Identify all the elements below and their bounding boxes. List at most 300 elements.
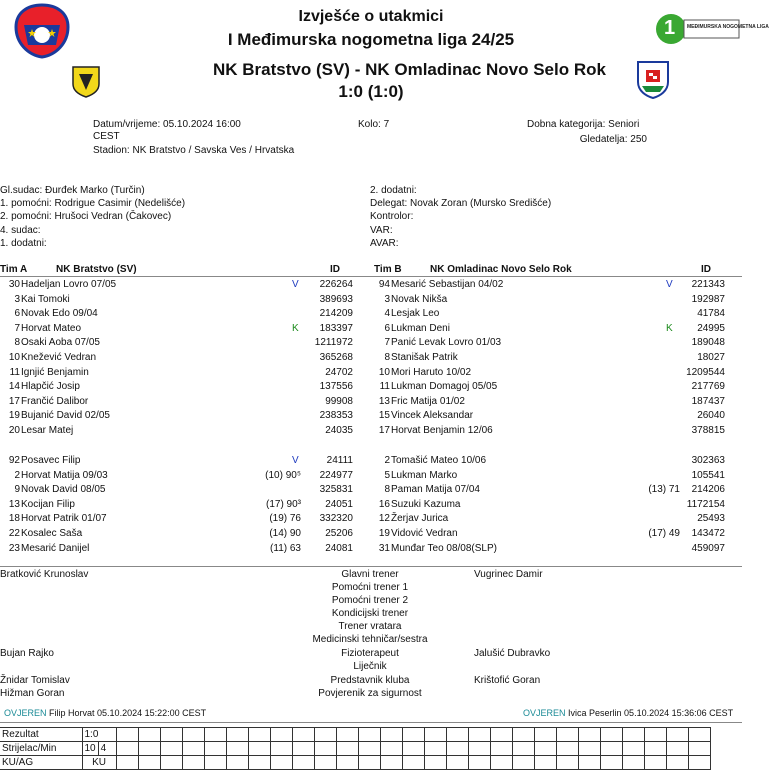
player-id: 24081	[325, 542, 353, 554]
staff-divider	[0, 566, 742, 567]
results-empty-cell	[534, 728, 556, 742]
player-name: Mori Haruto 10/02	[391, 366, 472, 378]
player-name: Lesjak Leo	[391, 308, 440, 320]
player-name: Kocijan Filip	[21, 498, 75, 510]
results-empty-cell	[160, 756, 182, 770]
match-datetime: Datum/vrijeme: 05.10.2024 16:00	[93, 119, 241, 130]
player-id: 187437	[691, 395, 725, 407]
player-sub: (17) 49	[648, 528, 680, 539]
report-title: Izvješće o utakmici	[298, 8, 444, 25]
staff-a-head-coach: Bratković Krunoslav	[0, 569, 89, 580]
team-home: NK Bratstvo (SV)	[213, 60, 350, 79]
team-a-name: NK Bratstvo (SV)	[56, 264, 137, 275]
official-additional-2: 2. dodatni:	[370, 185, 417, 196]
player-row	[370, 293, 740, 307]
player-name: Mesarić Sebastijan 04/02	[391, 279, 504, 290]
player-number: 20	[8, 425, 20, 436]
results-empty-cell	[182, 728, 204, 742]
player-number: 6	[384, 322, 390, 334]
results-row-ku	[0, 756, 710, 770]
results-empty-cell	[534, 742, 556, 756]
results-empty-cell	[512, 728, 534, 742]
league-title: I Međimurska nogometna liga 24/25	[227, 30, 515, 49]
player-row	[370, 469, 740, 483]
results-empty-cell	[688, 728, 710, 742]
player-number: 2	[384, 455, 390, 466]
verified-away-label: OVJEREN	[523, 708, 566, 718]
results-empty-cell	[314, 756, 336, 770]
results-empty-cell	[512, 742, 534, 756]
results-empty-cell	[622, 756, 644, 770]
player-id: 99908	[325, 395, 353, 407]
results-empty-cell	[490, 756, 512, 770]
results-empty-cell	[248, 742, 270, 756]
player-sub: (13) 71	[648, 484, 680, 496]
player-sub: (17) 90³	[265, 498, 301, 510]
team-b-name: NK Omladinac Novo Selo Rok	[430, 264, 572, 275]
results-empty-cell	[314, 742, 336, 756]
results-empty-cell	[116, 742, 138, 756]
results-empty-cell	[556, 756, 578, 770]
team-header-divider	[0, 276, 742, 277]
results-empty-cell	[578, 742, 600, 756]
player-row	[370, 278, 740, 292]
results-divider	[0, 722, 742, 723]
verified-away-text: Ivica Peserlin 05.10.2024 15:36:06 CEST	[568, 708, 734, 718]
player-id: 25493	[697, 513, 725, 525]
player-row	[370, 366, 740, 380]
results-empty-cell	[270, 728, 292, 742]
player-row	[0, 380, 370, 394]
player-number: 4	[384, 308, 390, 320]
player-id: 302363	[691, 455, 725, 466]
player-name: Knežević Vedran	[21, 352, 97, 363]
staff-role-label: Fizioterapeut	[341, 648, 399, 659]
results-empty-cell	[138, 742, 160, 756]
results-empty-cell	[138, 728, 160, 742]
match-timezone: CEST	[93, 131, 120, 142]
results-empty-cell	[688, 756, 710, 770]
results-empty-cell	[182, 756, 204, 770]
player-number: 7	[384, 337, 390, 349]
player-id: 214206	[691, 484, 725, 496]
scorer-minute: 4	[98, 742, 116, 756]
player-id: 1209544	[686, 366, 725, 378]
player-id: 332320	[319, 513, 353, 525]
player-number: 10	[8, 352, 20, 363]
player-name: Vincek Aleksandar	[391, 410, 474, 422]
results-empty-cell	[314, 728, 336, 742]
results-empty-cell	[468, 728, 490, 742]
player-name: Kai Tomoki	[21, 293, 70, 305]
player-row	[0, 409, 370, 423]
mnl-logo-number: 1	[664, 17, 676, 39]
player-name: Paman Matija 07/04	[391, 484, 480, 496]
official-referee: Gl.sudac: Đurđek Marko (Turčin)	[0, 185, 145, 196]
mnl-logo-text: MEĐIMURSKA NOGOMETNA LIGA	[687, 24, 769, 30]
official-additional-1: 1. dodatni:	[0, 238, 47, 249]
results-empty-cell	[556, 742, 578, 756]
player-number: 3	[14, 293, 20, 305]
player-row	[0, 498, 370, 512]
player-id: 217769	[691, 381, 725, 393]
player-id: 325831	[319, 484, 353, 496]
results-empty-cell	[336, 756, 358, 770]
results-empty-cell	[116, 756, 138, 770]
results-empty-cell	[666, 742, 688, 756]
staff-role-label: Liječnik	[353, 661, 387, 672]
team-b-id-header: ID	[701, 264, 711, 275]
player-number: 12	[378, 513, 390, 525]
results-empty-cell	[292, 742, 314, 756]
player-row	[370, 542, 740, 556]
player-number: 6	[14, 308, 20, 320]
results-empty-cell	[512, 756, 534, 770]
player-id: 221343	[691, 279, 725, 290]
player-id: 378815	[691, 425, 725, 436]
official-controller: Kontrolor:	[370, 211, 414, 222]
results-empty-cell	[380, 756, 402, 770]
scorer-label: Strijelac/Min	[0, 742, 82, 756]
player-name: Horvat Patrik 01/07	[21, 513, 107, 525]
staff-a-security: Hižman Goran	[0, 688, 65, 699]
player-id: 137556	[319, 381, 353, 393]
results-empty-cell	[160, 728, 182, 742]
player-number: 17	[378, 425, 390, 436]
results-table	[0, 727, 711, 770]
results-empty-cell	[270, 756, 292, 770]
results-empty-cell	[248, 728, 270, 742]
results-empty-cell	[578, 728, 600, 742]
results-empty-cell	[226, 742, 248, 756]
player-row	[370, 322, 740, 336]
player-id: 18027	[697, 352, 725, 363]
player-mark: K	[292, 322, 299, 334]
match-category: Dobna kategorija: Seniori	[527, 119, 640, 130]
player-sub: (10) 90⁵	[265, 469, 301, 481]
player-mark: V	[292, 279, 299, 290]
results-empty-cell	[226, 728, 248, 742]
player-sub: (11) 63	[270, 542, 301, 554]
player-row	[0, 512, 370, 526]
results-empty-cell	[336, 742, 358, 756]
staff-b-representative: Krištofić Goran	[474, 675, 541, 686]
verified-home-label: OVJEREN	[4, 708, 47, 718]
results-empty-cell	[446, 756, 468, 770]
staff-role-label: Pomoćni trener 1	[331, 582, 409, 593]
results-empty-cell	[380, 728, 402, 742]
results-row-score	[0, 728, 710, 742]
player-row	[0, 454, 370, 468]
results-empty-cell	[600, 742, 622, 756]
player-number: 8	[384, 484, 390, 496]
player-number: 10	[378, 366, 390, 378]
staff-a-representative: Žnidar Tomislav	[0, 675, 70, 686]
player-name: Žerjav Jurica	[391, 513, 449, 525]
match-teams	[213, 60, 606, 80]
player-row	[0, 483, 370, 497]
player-id: 24035	[325, 425, 353, 436]
player-number: 22	[8, 528, 20, 539]
player-name: Kosalec Saša	[21, 528, 83, 539]
team-separator: -	[349, 60, 366, 79]
match-attendance: Gledatelja: 250	[579, 134, 647, 145]
player-number: 11	[379, 381, 390, 393]
player-id: 24051	[325, 498, 353, 510]
ku-label: KU/AG	[0, 756, 82, 770]
player-number: 2	[14, 469, 20, 481]
player-row	[370, 498, 740, 512]
results-empty-cell	[446, 728, 468, 742]
official-var: VAR:	[370, 225, 393, 236]
results-empty-cell	[204, 756, 226, 770]
player-number: 3	[384, 293, 390, 305]
player-id: 1211972	[314, 337, 353, 349]
player-number: 23	[8, 542, 20, 554]
staff-role-label: Pomoćni trener 2	[331, 595, 409, 606]
player-id: 1172154	[686, 498, 725, 510]
player-sub: (19) 76	[269, 513, 301, 525]
player-id: 24702	[325, 366, 353, 378]
player-name: Panić Levak Lovro 01/03	[391, 337, 502, 349]
results-empty-cell	[116, 728, 138, 742]
player-mark: K	[666, 322, 673, 334]
results-empty-cell	[600, 728, 622, 742]
match-round: Kolo: 7	[358, 119, 390, 130]
results-empty-cell	[666, 728, 688, 742]
player-number: 92	[8, 455, 20, 466]
player-name: Horvat Mateo	[21, 322, 82, 334]
player-row	[0, 278, 370, 292]
results-empty-cell	[666, 756, 688, 770]
player-id: 183397	[319, 322, 353, 334]
results-empty-cell	[292, 756, 314, 770]
player-row	[370, 336, 740, 350]
player-id: 26040	[697, 410, 725, 422]
results-empty-cell	[292, 728, 314, 742]
player-id: 365268	[319, 352, 353, 363]
player-row	[370, 483, 740, 497]
results-empty-cell	[402, 728, 424, 742]
staff-b-physio: Jalušić Dubravko	[474, 648, 551, 659]
results-empty-cell	[534, 756, 556, 770]
results-empty-cell	[270, 742, 292, 756]
results-empty-cell	[644, 728, 666, 742]
results-empty-cell	[622, 728, 644, 742]
player-number: 15	[378, 410, 390, 422]
player-row	[0, 469, 370, 483]
verified-home	[4, 708, 206, 718]
player-name: Suzuki Kazuma	[391, 498, 461, 510]
player-row	[370, 395, 740, 409]
player-id: 389693	[319, 293, 353, 305]
results-empty-cell	[336, 728, 358, 742]
results-empty-cell	[446, 742, 468, 756]
staff-role-label: Povjerenik za sigurnost	[318, 688, 422, 699]
staff-role-label: Predstavnik kluba	[330, 675, 410, 686]
team-b-label: Tim B	[374, 264, 402, 275]
player-id: 238353	[319, 410, 353, 422]
player-name: Stanišak Patrik	[391, 352, 458, 363]
player-row	[0, 366, 370, 380]
verified-home-text: Filip Horvat 05.10.2024 15:22:00 CEST	[49, 708, 207, 718]
player-name: Frančić Dalibor	[21, 395, 89, 407]
player-name: Bujanić David 02/05	[21, 410, 110, 422]
results-empty-cell	[402, 756, 424, 770]
player-id: 189048	[691, 337, 725, 349]
player-number: 19	[378, 528, 390, 539]
player-name: Hadeljan Lovro 07/05	[21, 279, 117, 290]
match-stadium: Stadion: NK Bratstvo / Savska Ves / Hrvatska	[93, 145, 295, 156]
staff-b-head-coach: Vugrinec Damir	[474, 569, 543, 580]
player-name: Posavec Filip	[21, 455, 81, 466]
player-number: 19	[8, 410, 20, 422]
team-a-label: Tim A	[0, 264, 28, 275]
player-row	[370, 380, 740, 394]
player-number: 30	[8, 279, 20, 290]
player-row	[0, 336, 370, 350]
match-score: 1:0 (1:0)	[338, 82, 404, 101]
results-empty-cell	[204, 728, 226, 742]
result-value: 1:0	[82, 728, 116, 742]
player-number: 94	[378, 279, 390, 290]
player-id: 24111	[326, 455, 353, 466]
player-row	[370, 351, 740, 365]
staff-role-label: Kondicijski trener	[331, 608, 409, 619]
scorer-number: 10	[82, 742, 98, 756]
player-number: 11	[9, 366, 20, 378]
player-row	[0, 293, 370, 307]
player-id: 41784	[697, 308, 725, 320]
staff-role-label: Glavni trener	[341, 569, 399, 580]
results-empty-cell	[402, 742, 424, 756]
staff-role-label: Trener vratara	[338, 621, 402, 632]
player-id: 459097	[691, 542, 725, 554]
player-name: Fric Matija 01/02	[391, 395, 465, 407]
results-empty-cell	[644, 756, 666, 770]
player-number: 8	[14, 337, 20, 349]
official-assistant-1: 1. pomoćni: Rodrigue Casimir (Nedelišće)	[0, 198, 186, 209]
player-number: 18	[8, 513, 20, 525]
player-name: Hlapčić Josip	[21, 381, 80, 393]
result-label: Rezultat	[0, 728, 82, 742]
results-empty-cell	[424, 756, 446, 770]
results-empty-cell	[358, 728, 380, 742]
player-number: 5	[384, 469, 390, 481]
player-id: 25206	[325, 528, 353, 539]
results-empty-cell	[556, 728, 578, 742]
player-name: Vidović Vedran	[391, 528, 458, 539]
player-name: Tomašić Mateo 10/06	[391, 455, 487, 466]
player-id: 105541	[691, 469, 725, 481]
results-empty-cell	[468, 742, 490, 756]
player-row	[0, 322, 370, 336]
player-number: 8	[384, 352, 390, 363]
player-row	[370, 512, 740, 526]
player-row	[370, 409, 740, 423]
staff-role-label: Medicinski tehničar/sestra	[312, 634, 428, 645]
player-name: Novak Nikša	[391, 293, 448, 305]
official-delegate: Delegat: Novak Zoran (Mursko Središće)	[370, 198, 552, 209]
results-empty-cell	[204, 742, 226, 756]
player-id: 214209	[319, 308, 353, 320]
player-name: Horvat Matija 09/03	[21, 469, 108, 481]
player-number: 9	[14, 484, 20, 496]
team-away: NK Omladinac Novo Selo Rok	[365, 60, 606, 79]
player-id: 192987	[691, 293, 725, 305]
results-empty-cell	[688, 742, 710, 756]
player-row	[0, 424, 370, 438]
player-row	[0, 351, 370, 365]
player-name: Mesarić Danijel	[21, 542, 90, 554]
player-number: 13	[378, 395, 390, 407]
results-empty-cell	[248, 756, 270, 770]
results-empty-cell	[600, 756, 622, 770]
player-row	[0, 527, 370, 541]
player-number: 31	[378, 542, 390, 554]
player-row	[370, 454, 740, 468]
results-empty-cell	[138, 756, 160, 770]
player-name: Novak David 08/05	[21, 484, 106, 496]
results-empty-cell	[578, 756, 600, 770]
player-row	[0, 395, 370, 409]
player-id: 226264	[319, 279, 353, 290]
results-row-scorer	[0, 742, 710, 756]
official-fourth: 4. sudac:	[0, 225, 41, 236]
results-empty-cell	[424, 742, 446, 756]
player-name: Lukman Domagoj 05/05	[391, 381, 498, 393]
results-empty-cell	[644, 742, 666, 756]
player-mark: V	[292, 455, 299, 466]
player-name: Novak Edo 09/04	[21, 308, 98, 320]
player-number: 7	[14, 322, 20, 334]
ku-value: KU	[82, 756, 116, 770]
player-sub: (14) 90	[269, 528, 301, 539]
player-number: 16	[378, 498, 390, 510]
official-assistant-2: 2. pomoćni: Hrušoci Vedran (Čakovec)	[0, 211, 172, 222]
player-row	[370, 527, 740, 541]
player-mark: V	[666, 279, 673, 290]
player-row	[370, 307, 740, 321]
player-name: Lukman Deni	[391, 322, 450, 334]
results-empty-cell	[622, 742, 644, 756]
player-number: 17	[8, 395, 20, 407]
results-empty-cell	[226, 756, 248, 770]
verified-away	[523, 708, 733, 718]
player-name: Ignjić Benjamin	[21, 366, 89, 378]
results-empty-cell	[358, 756, 380, 770]
player-id: 24995	[697, 322, 725, 334]
player-row	[0, 307, 370, 321]
results-empty-cell	[490, 742, 512, 756]
team-a-id-header: ID	[330, 264, 340, 275]
player-name: Lesar Matej	[21, 425, 74, 436]
results-empty-cell	[468, 756, 490, 770]
results-empty-cell	[424, 728, 446, 742]
player-id: 143472	[691, 528, 725, 539]
player-name: Munđar Teo 08/08(SLP)	[391, 542, 497, 554]
player-row	[370, 424, 740, 438]
results-empty-cell	[380, 742, 402, 756]
player-number: 14	[8, 381, 20, 393]
results-empty-cell	[490, 728, 512, 742]
player-name: Horvat Benjamin 12/06	[391, 425, 493, 436]
staff-a-physio: Bujan Rajko	[0, 648, 54, 659]
player-row	[0, 542, 370, 556]
results-empty-cell	[160, 742, 182, 756]
player-id: 224977	[319, 469, 353, 481]
official-avar: AVAR:	[370, 238, 399, 249]
